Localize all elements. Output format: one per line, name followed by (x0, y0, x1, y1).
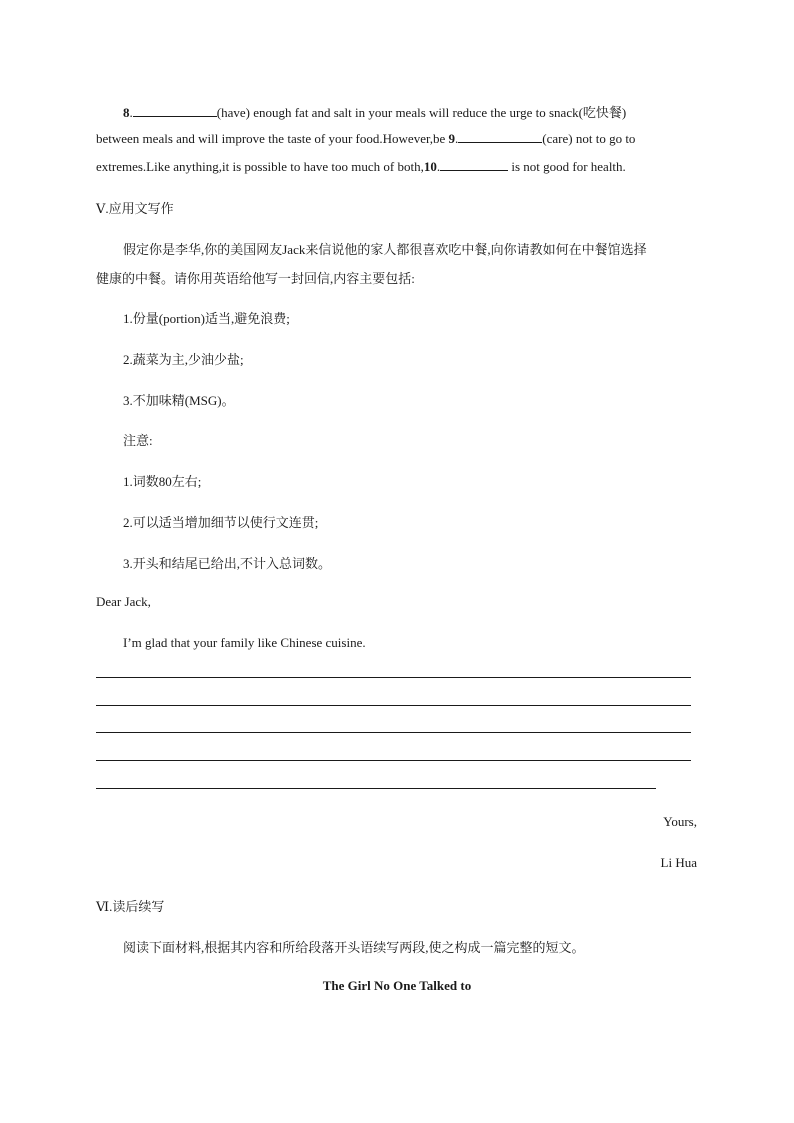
writing-prompt-line-1: 假定你是李华,你的美国网友Jack来信说他的家人都很喜欢吃中餐,向你请教如何在中餐馆选择 (123, 242, 647, 257)
letter-closing: Yours, (663, 814, 697, 829)
section-heading-continuation: Ⅵ.读后续写 (96, 899, 165, 914)
blank-number-8: 8 (123, 105, 130, 120)
answer-line-1[interactable] (96, 677, 691, 678)
writing-prompt-line-2: 健康的中餐。请你用英语给他写一封回信,内容主要包括: (96, 271, 415, 286)
cloze-line-9: between meals and will improve the taste of your food.However,be 9. (care) not to go to (96, 131, 636, 146)
blank-9[interactable] (458, 130, 542, 143)
content-point-1: 1.份量(portion)适当,避免浪费; (123, 311, 290, 326)
content-point-2: 2.蔬菜为主,少油少盐; (123, 352, 244, 367)
note-label: 注意: (123, 433, 153, 448)
story-title: The Girl No One Talked to (322, 978, 472, 993)
letter-signature: Li Hua (660, 855, 697, 870)
blank-number-9: 9 (448, 131, 456, 146)
content-point-3: 3.不加味精(MSG)。 (123, 393, 235, 408)
cloze-line-8: 8. (have) enough fat and salt in your meals will reduce the urge to snack(吃快餐) (123, 105, 627, 120)
blank-number-10: 10 (423, 159, 437, 174)
letter-opening: I’m glad that your family like Chinese cuisine. (123, 635, 366, 650)
section-heading-writing: Ⅴ.应用文写作 (96, 201, 174, 216)
answer-line-5[interactable] (96, 788, 656, 789)
answer-line-4[interactable] (96, 760, 691, 761)
letter-salutation: Dear Jack, (96, 594, 151, 609)
blank-8[interactable] (133, 104, 217, 117)
note-1: 1.词数80左右; (123, 474, 202, 489)
note-3: 3.开头和结尾已给出,不计入总词数。 (123, 556, 332, 571)
blank-10[interactable] (440, 158, 508, 171)
answer-line-2[interactable] (96, 705, 691, 706)
continuation-instruction: 阅读下面材料,根据其内容和所给段落开头语续写两段,使之构成一篇完整的短文。 (123, 940, 585, 955)
answer-line-3[interactable] (96, 732, 691, 733)
note-2: 2.可以适当增加细节以使行文连贯; (123, 515, 319, 530)
cloze-line-10: extremes.Like anything,it is possible to have too much of both,10. is not good for health. (96, 159, 626, 174)
